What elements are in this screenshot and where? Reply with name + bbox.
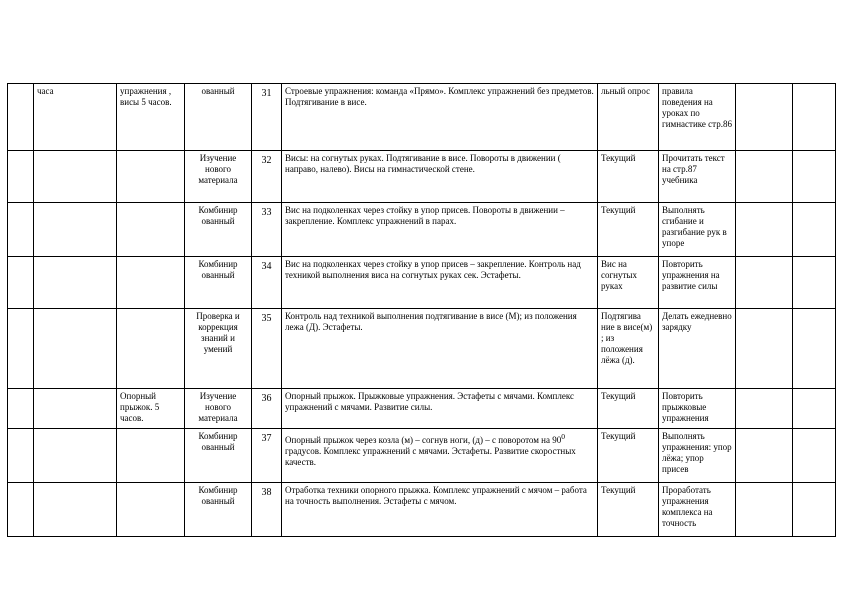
control-type-cell: Текущий	[598, 203, 659, 257]
degree-superscript: 0	[561, 432, 565, 441]
control-type-cell: Текущий	[598, 151, 659, 203]
lesson-content-cell: Опорный прыжок. Прыжковые упражнения. Эстафеты с мячами. Комплекс упражнений с мячами. Развитие силы.	[282, 389, 598, 429]
homework-cell: Повторить прыжковые упражнения	[659, 389, 736, 429]
date-plan-cell	[736, 483, 793, 537]
content-text-a: Опорный прыжок через козла (м) – согнув ноги, (д) – с поворотом на 90	[285, 435, 562, 445]
control-type-cell: Вис на согнутых руках	[598, 257, 659, 309]
date-fact-cell	[793, 483, 836, 537]
homework-cell: Делать ежедневно зарядку	[659, 309, 736, 389]
lesson-number-cell: 31	[252, 84, 282, 151]
table-row	[8, 389, 836, 429]
homework-cell: Прочитать текст на стр.87 учебника	[659, 151, 736, 203]
lesson-number-cell: 32	[252, 151, 282, 203]
date-plan-cell	[736, 429, 793, 483]
lesson-content-cell: Вис на подколенках через стойку в упор присев. Повороты в движении – закрепление. Комплекс упражнений в парах.	[282, 203, 598, 257]
lesson-type-cell: ованный	[185, 84, 252, 151]
date-fact-cell	[793, 84, 836, 151]
homework-cell: Выполнять упражнения: упор лёжа; упор присев	[659, 429, 736, 483]
lesson-number-cell: 37	[252, 429, 282, 483]
date-fact-cell	[793, 257, 836, 309]
control-type-cell: Текущий	[598, 389, 659, 429]
table-row	[8, 84, 836, 151]
hours-cell: часа	[34, 84, 117, 151]
lesson-content-cell: Контроль над техникой выполнения подтягивание в висе (М); из положения лежа (Д). Эстафеты.	[282, 309, 598, 389]
lesson-type-cell: Комбинир ованный	[185, 483, 252, 537]
date-fact-cell	[793, 203, 836, 257]
lesson-number-cell: 35	[252, 309, 282, 389]
date-fact-cell	[793, 151, 836, 203]
table-row	[8, 429, 836, 483]
control-type-cell: льный опрос	[598, 84, 659, 151]
homework-cell: Проработать упражнения комплекса на точность	[659, 483, 736, 537]
blank-cell	[8, 429, 34, 483]
lesson-content-cell: Висы: на согнутых руках. Подтягивание в висе. Повороты в движении ( направо, налево). Висы на гимнастической стене.	[282, 151, 598, 203]
lesson-type-cell: Комбинир ованный	[185, 203, 252, 257]
table-row	[8, 257, 836, 309]
lesson-number-cell: 36	[252, 389, 282, 429]
hours-cell	[34, 151, 117, 203]
section-cell	[117, 151, 185, 203]
lesson-number-cell: 34	[252, 257, 282, 309]
date-plan-cell	[736, 389, 793, 429]
date-plan-cell	[736, 151, 793, 203]
section-cell	[117, 483, 185, 537]
lesson-number-cell: 38	[252, 483, 282, 537]
section-cell	[117, 309, 185, 389]
table-row	[8, 483, 836, 537]
hours-cell	[34, 257, 117, 309]
blank-cell	[8, 309, 34, 389]
date-plan-cell	[736, 84, 793, 151]
lesson-type-cell: Проверка и коррекция знаний и умений	[185, 309, 252, 389]
blank-cell	[8, 389, 34, 429]
lesson-number-cell: 33	[252, 203, 282, 257]
section-cell	[117, 203, 185, 257]
hours-cell	[34, 389, 117, 429]
section-cell	[117, 429, 185, 483]
blank-cell	[8, 203, 34, 257]
table-row	[8, 309, 836, 389]
lesson-type-cell: Комбинир ованный	[185, 429, 252, 483]
lesson-content-cell: Отработка техники опорного прыжка. Комплекс упражнений с мячом – работа на точность выполнения. Эстафеты с мячом.	[282, 483, 598, 537]
hours-cell	[34, 429, 117, 483]
table-row	[8, 203, 836, 257]
lesson-plan-table	[7, 83, 836, 537]
homework-cell: правила поведения на уроках по гимнастике стр.86	[659, 84, 736, 151]
lesson-content-cell: Строевые упражнения: команда «Прямо». Комплекс упражнений без предметов. Подтягивание в висе.	[282, 84, 598, 151]
section-cell: Опорный прыжок. 5 часов.	[117, 389, 185, 429]
date-fact-cell	[793, 429, 836, 483]
lesson-content-cell	[282, 429, 598, 483]
lesson-type-cell: Комбинир ованный	[185, 257, 252, 309]
date-fact-cell	[793, 309, 836, 389]
date-fact-cell	[793, 389, 836, 429]
lesson-type-cell: Изучение нового материала	[185, 389, 252, 429]
blank-cell	[8, 151, 34, 203]
blank-cell	[8, 84, 34, 151]
hours-cell	[34, 309, 117, 389]
content-text-b: градусов. Комплекс упражнений с мячами. Эстафеты. Развитие скоростных качеств.	[285, 446, 576, 467]
control-type-cell: Текущий	[598, 483, 659, 537]
table-row	[8, 151, 836, 203]
control-type-cell: Подтягива ние в висе(м) ; из положения лёжа (д).	[598, 309, 659, 389]
homework-cell: Выполнять сгибание и разгибание рук в упоре	[659, 203, 736, 257]
lesson-type-cell: Изучение нового материала	[185, 151, 252, 203]
blank-cell	[8, 483, 34, 537]
section-cell: упражнения , висы 5 часов.	[117, 84, 185, 151]
homework-cell: Повторить упражнения на развитие силы	[659, 257, 736, 309]
date-plan-cell	[736, 309, 793, 389]
hours-cell	[34, 483, 117, 537]
hours-cell	[34, 203, 117, 257]
control-type-cell: Текущий	[598, 429, 659, 483]
section-cell	[117, 257, 185, 309]
lesson-content-cell: Вис на подколенках через стойку в упор присев – закрепление. Контроль над техникой выполнения виса на согнутых руках сек. Эстафеты.	[282, 257, 598, 309]
date-plan-cell	[736, 203, 793, 257]
blank-cell	[8, 257, 34, 309]
date-plan-cell	[736, 257, 793, 309]
